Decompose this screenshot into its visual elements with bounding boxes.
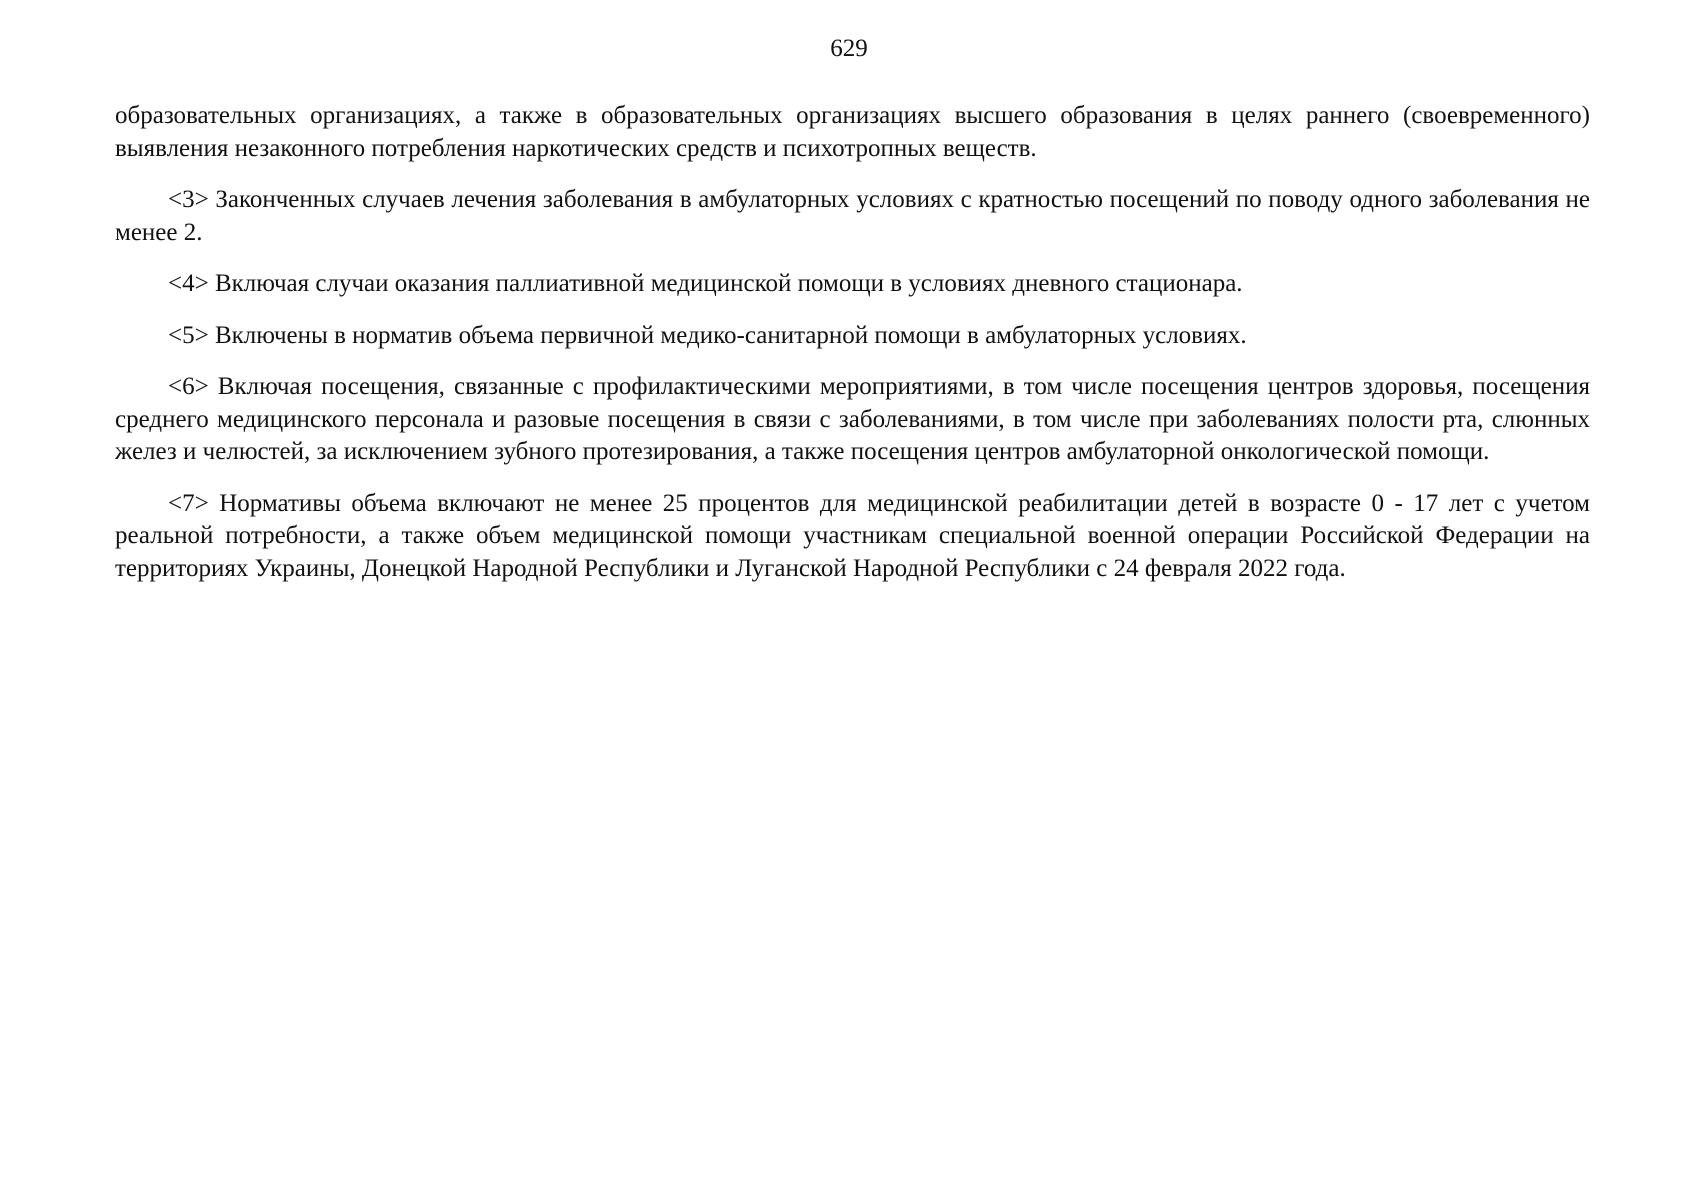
footnote-5: <5> Включены в норматив объема первичной медико-санитарной помощи в амбулаторных условиях.	[168, 321, 1247, 349]
footnote-3: <3> Законченных случаев лечения заболевания в амбулаторных условиях с кратностью посещений по поводу одного заболевания не менее 2.	[115, 186, 1590, 246]
footnote-6: <6> Включая посещения, связанные с профилактическими мероприятиями, в том числе посещения центров здоровья, посещения среднего медицинского персонала и разовые посещения в связи с заболеваниями, в том числе при заболеваниях полости рта, слюнных желез и челюстей, за исключением зубного протезирования, а также посещения центров амбулаторной онкологической помощи.	[115, 373, 1590, 465]
footnote-4: <4> Включая случаи оказания паллиативной медицинской помощи в условиях дневного стационара.	[168, 270, 1243, 297]
paragraph-continuation: образовательных организациях, а также в образовательных организациях высшего образования в целях раннего (своевременного) выявления незаконного потребления наркотических средств и психотропных веществ.	[115, 102, 1590, 162]
document-body	[115, 100, 1590, 604]
footnote-7: <7> Нормативы объема включают не менее 25 процентов для медицинской реабилитации детей в возрасте 0 - 17 лет с учетом реальной потребности, а также объем медицинской помощи участникам специальной военной операции Российской Федерации на территориях Украины, Донецкой Народной Республики и Луганской Народной Республики с 24 февраля 2022 года.	[115, 489, 1590, 582]
page-number: 629	[830, 35, 868, 62]
